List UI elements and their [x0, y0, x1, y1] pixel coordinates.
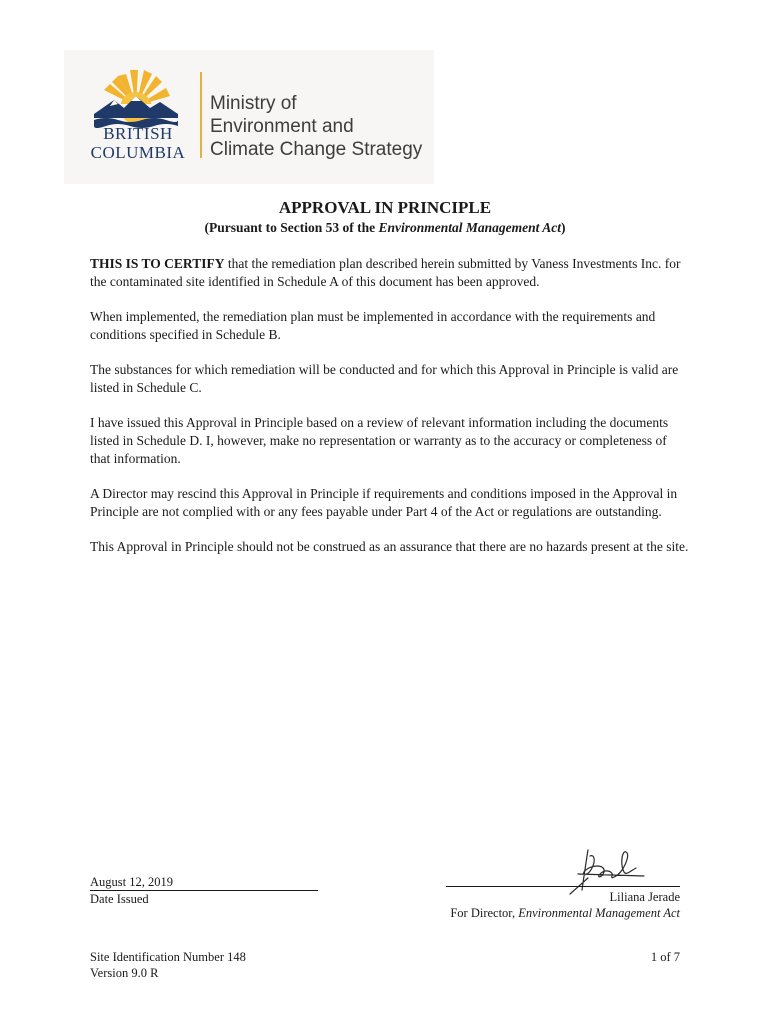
logo-divider [200, 72, 202, 158]
ministry-logo [64, 50, 434, 184]
footer-left [90, 949, 246, 981]
paragraph-hazards: This Approval in Principle should not be construed as an assurance that there are no hazards present at the site. [90, 539, 689, 554]
signature-line [446, 886, 680, 887]
document-body [90, 255, 690, 573]
document-title: APPROVAL IN PRINCIPLE [278, 198, 492, 217]
certify-lead: THIS IS TO CERTIFY [90, 256, 225, 271]
date-issued-label: Date Issued [90, 892, 149, 906]
date-issued-value: August 12, 2019 [90, 874, 318, 891]
ministry-line-2: Environment and [210, 116, 354, 137]
subtitle-prefix: (Pursuant to Section 53 of the [204, 220, 379, 235]
paragraph-rescind: A Director may rescind this Approval in Principle if requirements and conditions imposed in the Approval in Principle are not complied with or any fees payable under Part 4 of the Act or regulations are outstanding. [90, 486, 678, 519]
subtitle-act: Environmental Management Act [378, 220, 562, 235]
province-name [86, 124, 190, 162]
paragraph-substances: The substances for which remediation will be conducted and for which this Approval in Principle is valid are listed in Schedule C. [90, 362, 679, 395]
paragraph-implementation: When implemented, the remediation plan must be implemented in accordance with the requirements and conditions specified in Schedule B. [90, 309, 656, 342]
date-issued-block [90, 874, 318, 907]
ministry-name [210, 92, 422, 161]
signatory-title-act: Environmental Management Act [518, 906, 680, 920]
page-number: 1 of 7 [650, 950, 680, 964]
paragraph-certify [90, 255, 690, 291]
bc-sun-mountain-icon [88, 68, 184, 132]
paragraph-review: I have issued this Approval in Principle based on a review of relevant information including the documents listed in Schedule D. I, however, make no representation or warranty as to the accuracy or completeness of that information. [90, 415, 669, 466]
certify-text: that the remediation plan described herein submitted by Vaness Investments Inc. for the contaminated site identified in Schedule A of this document has been approved. [90, 256, 681, 289]
version-label: Version 9.0 R [90, 966, 159, 980]
ministry-line-3: Climate Change Strategy [210, 139, 423, 160]
province-line-2: COLUMBIA [90, 143, 186, 162]
province-line-1: BRITISH [103, 124, 173, 143]
signatory-name: Liliana Jerade [609, 890, 680, 904]
ministry-line-1: Ministry of [210, 93, 297, 114]
signatory-title [450, 905, 680, 921]
document-subtitle [0, 220, 770, 236]
subtitle-suffix: ) [561, 220, 566, 235]
site-identification: Site Identification Number 148 [90, 950, 246, 964]
signatory-title-prefix: For Director, [450, 906, 519, 920]
